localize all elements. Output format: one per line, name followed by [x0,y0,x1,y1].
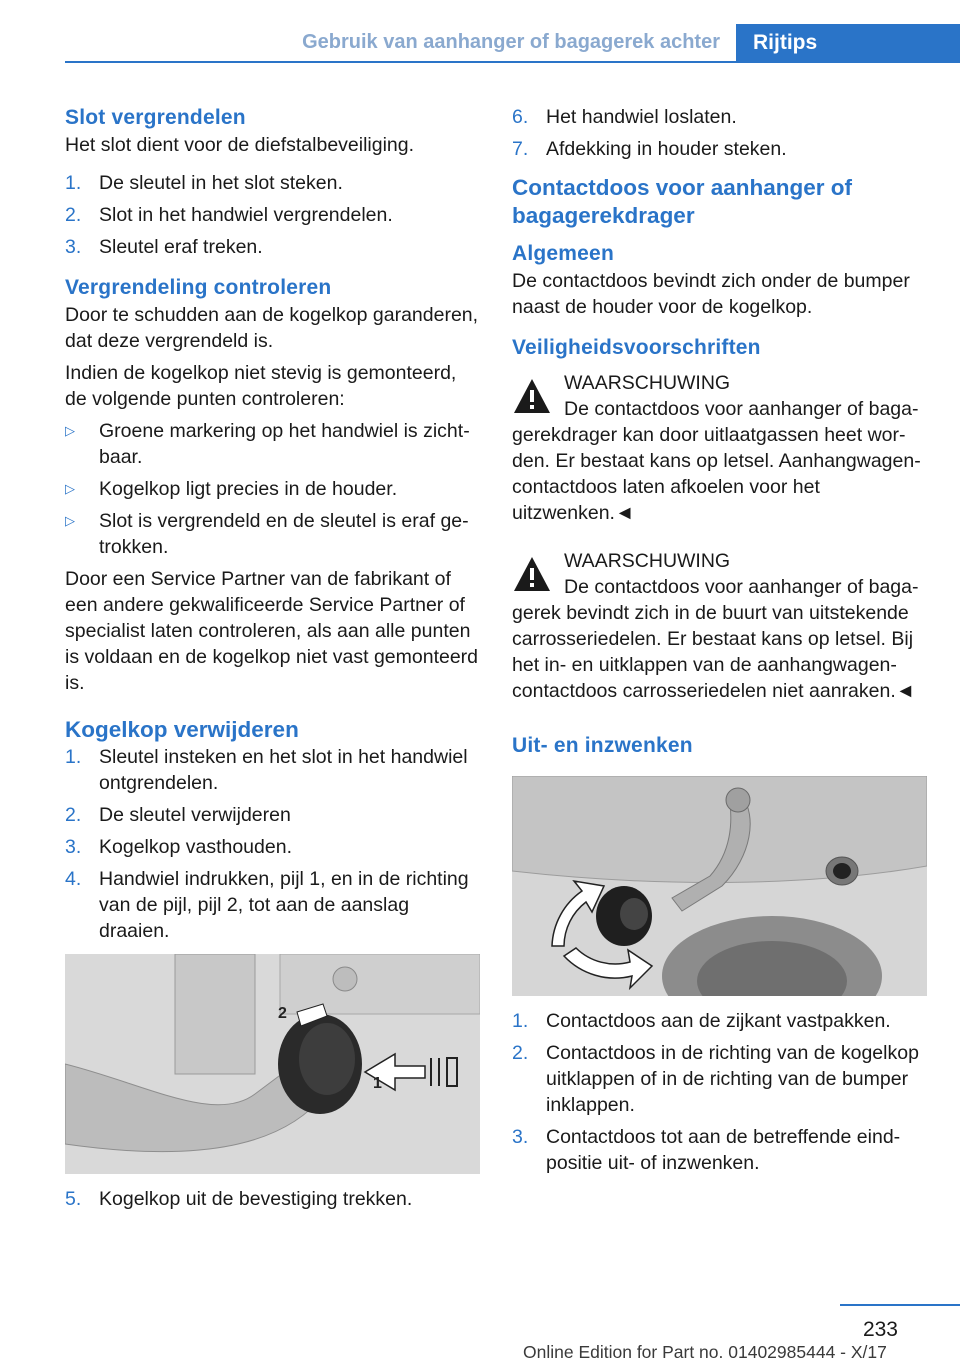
footer-rule [840,1304,960,1306]
list-item: 1. Sleutel insteken en het slot in het handwiel ontgrendelen. [65,746,468,794]
bullet-triangle-icon: ▷ [65,513,75,528]
chapter-tab-label: Rijtips [753,31,818,54]
remove-heading: Kogelkop verwijderen [65,717,299,742]
list-item: 1. Contactdoos aan de zijkant vastpakken. [512,1010,891,1032]
list-item: 2. Contactdoos in de richting van de kogelkop uitklappen of in de richting van de bumper inklappen. [512,1042,919,1116]
list-item: 1. De sleutel in het slot steken. [65,172,343,194]
warning-title: WAARSCHUWING [564,372,731,394]
list-item: ▷ Groene markering op het handwiel is zichtbaar. [65,420,470,468]
tow-ball-removal-figure [65,954,480,1174]
check-paragraph-1: Door te schudden aan de kogelkop garanderen, dat deze vergrendeld is. [65,304,479,352]
socket-illustration [512,776,927,996]
list-item: 2. Slot in het handwiel vergrendelen. [65,204,393,226]
list-item: ▷ Kogelkop ligt precies in de houder. [65,478,398,500]
svg-text:1: 1 [373,1075,382,1092]
page-number: 233 [862,1318,898,1341]
warning-block-1 [512,370,927,526]
list-item: 4. Handwiel indrukken, pijl 1, en in de richting van de pijl, pijl 2, tot aan de aanslag draaien. [65,868,469,942]
edition-footer: Online Edition for Part no. 01402985444 - X/17 [523,1342,887,1362]
tow-ball-illustration [65,954,480,1174]
remove-step5-list [65,1186,480,1212]
check-bullet-list [65,418,480,560]
check-paragraph-2: Indien de kogelkop niet stevig is gemonteerd, de volgende punten controleren: [65,362,457,410]
safety-heading: Veiligheidsvoorschriften [512,336,761,359]
running-header-section: Gebruik van aanhanger of bagagerek achter [302,31,720,53]
warning-text: De contactdoos voor aanhanger of bagagerekdrager kan door uitlaatgassen heet worden. Er bestaat kans op letsel. Aanhangwagencontactdoos laten afkoelen voor het uitzwenken.◄ [512,398,921,524]
slot-intro: Het slot dient voor de diefstalbeveiliging. [65,134,415,156]
general-heading: Algemeen [512,242,614,265]
warning-title: WAARSCHUWING [564,550,731,572]
svg-text:2: 2 [278,1005,287,1022]
list-item: 7. Afdekking in houder steken. [512,138,787,160]
right-column [512,100,927,1182]
remove-steps-list [65,744,480,944]
warning-triangle-icon [512,554,552,594]
slot-steps-list [65,170,480,260]
slot-heading: Slot vergrendelen [65,106,246,129]
check-paragraph-3: Door een Service Partner van de fabrikant of een andere gekwalificeerde Service Partner of specialist laten controleren, als aan alle punten is voldaan en de kogelkop niet vast gemonteerd is. [65,568,479,694]
swing-steps-list [512,1008,927,1176]
warning-triangle-icon [512,376,552,416]
list-item: 2. De sleutel verwijderen [65,804,291,826]
warning-text: De contactdoos voor aanhanger of bagagerek bevindt zich in de buurt van uitstekende carrosseriedelen. Er bestaat kans op letsel. Bij het in- en uitklappen van de aanhangwagencontactdoos carrosseriedelen niet aanraken.◄ [512,576,919,702]
swing-heading: Uit- en inzwenken [512,734,693,757]
list-item: 3. Sleutel eraf treken. [65,236,263,258]
bullet-triangle-icon: ▷ [65,423,75,438]
check-heading: Vergrendeling controleren [65,276,332,299]
cont-steps-list [512,104,927,162]
warning-block-2 [512,548,927,704]
socket-swing-figure [512,776,927,996]
chapter-tab [736,24,960,63]
list-item: 5. Kogelkop uit de bevestiging trekken. [65,1188,413,1210]
header-rule [65,61,960,63]
general-text: De contactdoos bevindt zich onder de bumper naast de houder voor de kogelkop. [512,270,910,318]
bullet-triangle-icon: ▷ [65,481,75,496]
list-item: ▷ Slot is vergrendeld en de sleutel is eraf getrokken. [65,510,469,558]
list-item: 6. Het handwiel loslaten. [512,106,737,128]
list-item: 3. Contactdoos tot aan de betreffende eindpositie uit- of inzwenken. [512,1126,901,1174]
left-column [65,100,480,1218]
socket-heading: Contactdoos voor aanhanger of bagagerekdrager [512,175,853,228]
list-item: 3. Kogelkop vasthouden. [65,836,292,858]
